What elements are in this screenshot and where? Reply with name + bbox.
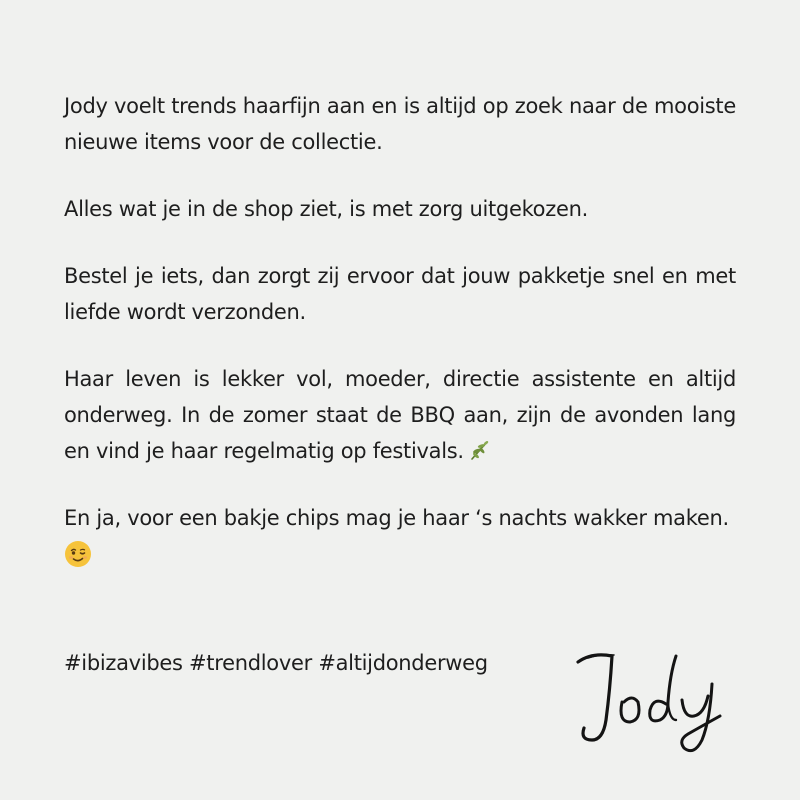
bio-paragraph-5 [64, 500, 736, 568]
bio-paragraph-2: Alles wat je in de shop ziet, is met zorg uitgekozen. [64, 197, 588, 221]
bio-paragraph-5-text: En ja, voor een bakje chips mag je haar ‘s nachts wakker maken. [64, 506, 729, 530]
hashtags: #ibizavibes #trendlover #altijdonderweg [64, 651, 488, 675]
winking-face-icon [64, 540, 92, 568]
bio-text-block [64, 88, 736, 599]
handwritten-signature [570, 640, 740, 760]
bio-paragraph-3: Bestel je iets, dan zorgt zij ervoor dat jouw pakketje snel en met liefde wordt verzonden. [64, 264, 736, 324]
bio-paragraph-4 [64, 361, 736, 469]
bio-paragraph-1: Jody voelt trends haarfijn aan en is altijd op zoek naar de mooiste nieuwe items voor de collectie. [64, 94, 736, 154]
herb-icon [468, 438, 492, 462]
bio-paragraph-4-text: Haar leven is lekker vol, moeder, directie assistente en altijd onderweg. In de zomer staat de BBQ aan, zijn de avonden lang en vind je haar regelmatig op festivals. [64, 367, 736, 463]
